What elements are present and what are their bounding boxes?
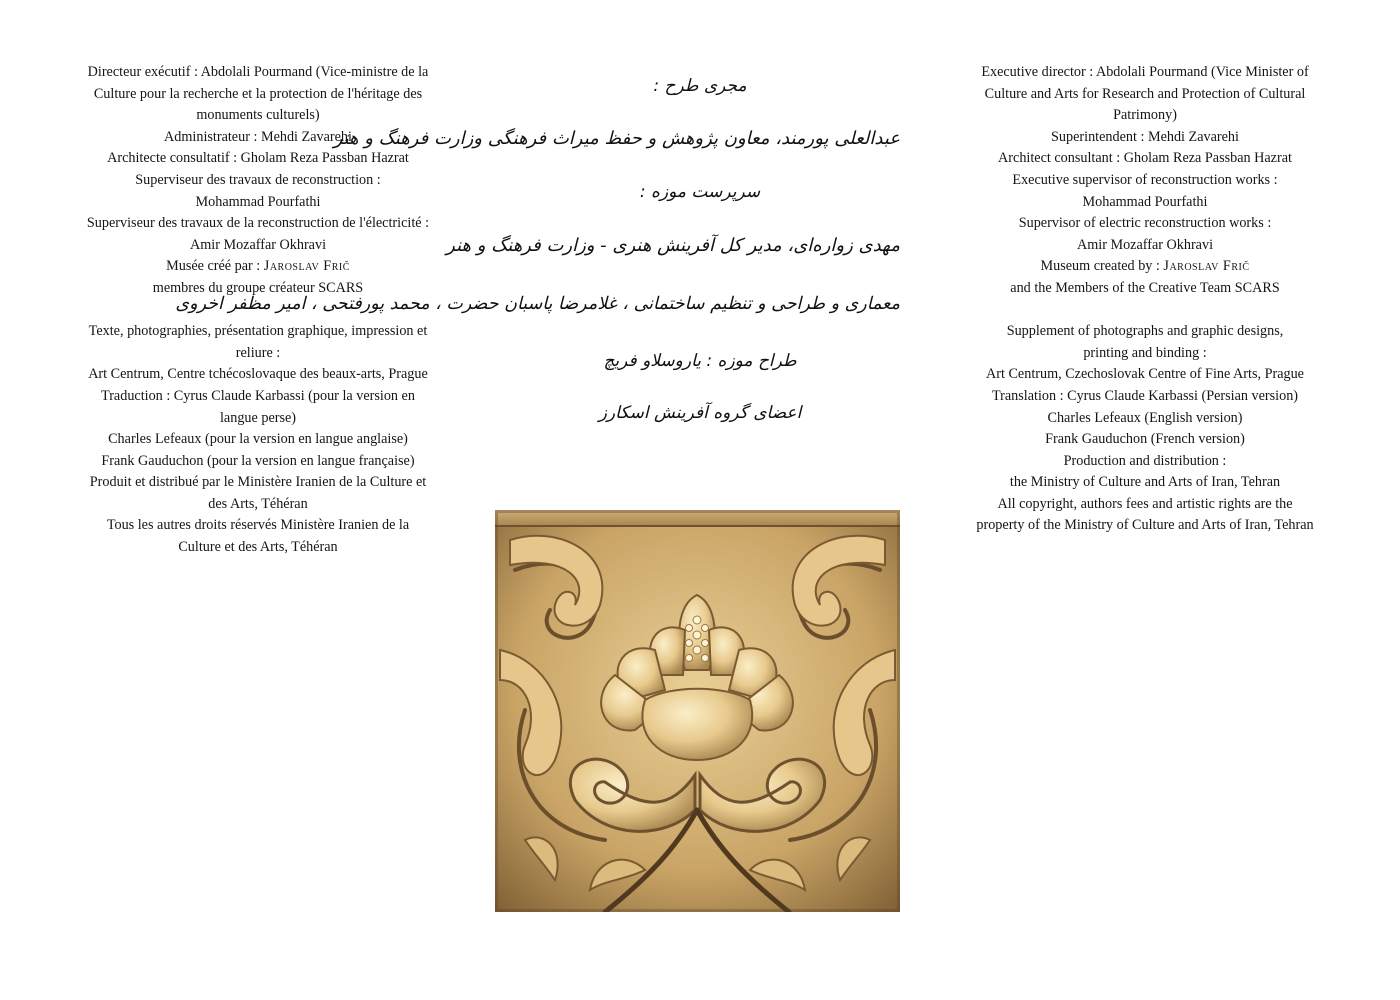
fr-line: Superviseur des travaux de reconstruction : bbox=[135, 171, 381, 188]
fr-line: Culture pour la recherche et la protection de l'héritage des bbox=[93, 85, 423, 102]
en-line: Patrimony) bbox=[1113, 107, 1177, 124]
en-spacer bbox=[935, 300, 1355, 322]
fr-line: Amir Mozaffar Okhravi bbox=[189, 236, 327, 253]
fr-line: Culture et des Arts, Téhéran bbox=[178, 539, 338, 556]
en-line: Culture and Arts for Research and Protection of Cultural bbox=[984, 85, 1306, 102]
en-line: property of the Ministry of Culture and Arts of Iran, Tehran bbox=[976, 517, 1314, 534]
fr-line: Frank Gauduchon (pour la version en langue française) bbox=[101, 452, 415, 469]
en-line: Supervisor of electric reconstruction works : bbox=[1018, 215, 1272, 232]
en-line: Supplement of photographs and graphic designs, bbox=[1006, 323, 1284, 340]
fr-line: langue perse) bbox=[219, 409, 297, 426]
en-line: and the Members of the Creative Team SCARS bbox=[1010, 279, 1280, 296]
en-line: Charles Lefeaux (English version) bbox=[1047, 409, 1243, 426]
fr-line: Traduction : Cyrus Claude Karbassi (pour la version en bbox=[101, 387, 415, 404]
en-line: Executive supervisor of reconstruction works : bbox=[1012, 171, 1278, 188]
en-line: printing and binding : bbox=[1083, 344, 1207, 361]
fr-line: Art Centrum, Centre tchécoslovaque des beaux-arts, Prague bbox=[88, 366, 428, 383]
en-line: Art Centrum, Czechoslovak Centre of Fine Arts, Prague bbox=[986, 366, 1304, 383]
fa-line: معماری و طراحی و تنظیم ساختمانی ، غلامرضا پاسبان حضرت ، محمد پورفتحی ، امیر مظفر اخروی bbox=[175, 294, 900, 314]
fr-line: Texte, photographies, présentation graphique, impression et bbox=[88, 323, 428, 340]
fr-line: reliure : bbox=[235, 344, 281, 361]
en-line: Translation : Cyrus Claude Karbassi (Persian version) bbox=[991, 387, 1299, 404]
fa-line: سرپرست موزه : bbox=[639, 182, 761, 202]
fa-line: عبدالعلی پورمند، معاون پژوهش و حفظ میراث فرهنگی وزارت فرهنگ و هنر bbox=[333, 128, 900, 149]
fr-line: Architecte consultatif : Gholam Reza Passban Hazrat bbox=[107, 150, 409, 167]
fr-line: Directeur exécutif : Abdolali Pourmand (Vice-ministre de la bbox=[87, 64, 429, 80]
en-creator-label: Museum created by : bbox=[1040, 258, 1160, 275]
fr-line: Superviseur des travaux de la reconstruction de l'électricité : bbox=[86, 215, 430, 232]
en-line: Production and distribution : bbox=[1063, 452, 1227, 469]
fr-line: Administrateur : Mehdi Zavarehi bbox=[164, 128, 352, 145]
en-creator-line bbox=[935, 256, 1355, 278]
en-line: Amir Mozaffar Okhravi bbox=[1076, 236, 1214, 253]
fr-line: membres du groupe créateur SCARS bbox=[152, 279, 364, 296]
fa-line: طراح موزه : یاروسلاو فریچ bbox=[603, 351, 797, 371]
english-credits bbox=[935, 62, 1355, 537]
fr-line: Produit et distribué par le Ministère Iranien de la Culture et bbox=[89, 474, 427, 491]
fa-line: مهدی زواره‌ای، مدیر کل آفرینش هنری - وزارت فرهنگ و هنر bbox=[446, 235, 900, 256]
fa-line: مجری طرح : bbox=[653, 76, 747, 96]
en-line: Frank Gauduchon (French version) bbox=[1045, 431, 1245, 448]
en-line: Architect consultant : Gholam Reza Passban Hazrat bbox=[998, 150, 1292, 167]
fr-line: Tous les autres droits réservés Ministère Iranien de la bbox=[106, 517, 410, 534]
fr-line: Charles Lefeaux (pour la version en langue anglaise) bbox=[108, 431, 408, 448]
en-creator-name: Jaroslav Frič bbox=[1163, 258, 1250, 275]
en-line: Superintendent : Mehdi Zavarehi bbox=[1051, 128, 1239, 145]
en-line: Executive director : Abdolali Pourmand (Vice Minister of bbox=[981, 64, 1309, 80]
fr-creator-name: Jaroslav Frič bbox=[263, 258, 350, 275]
fr-line: monuments culturels) bbox=[196, 107, 320, 124]
en-line: Mohammad Pourfathi bbox=[1082, 193, 1208, 210]
fr-line: Mohammad Pourfathi bbox=[195, 193, 321, 210]
fr-line: des Arts, Téhéran bbox=[208, 495, 308, 512]
carved-relief-illustration bbox=[495, 510, 900, 912]
en-line: All copyright, authors fees and artistic rights are the bbox=[997, 495, 1293, 512]
carved-relief-photo bbox=[495, 510, 900, 912]
fr-creator-line bbox=[48, 256, 468, 278]
fr-creator-label: Musée créé par : bbox=[166, 258, 261, 275]
fa-line: اعضای گروه آفرینش اسکارز bbox=[598, 403, 802, 423]
en-line: the Ministry of Culture and Arts of Iran, Tehran bbox=[1009, 474, 1281, 491]
